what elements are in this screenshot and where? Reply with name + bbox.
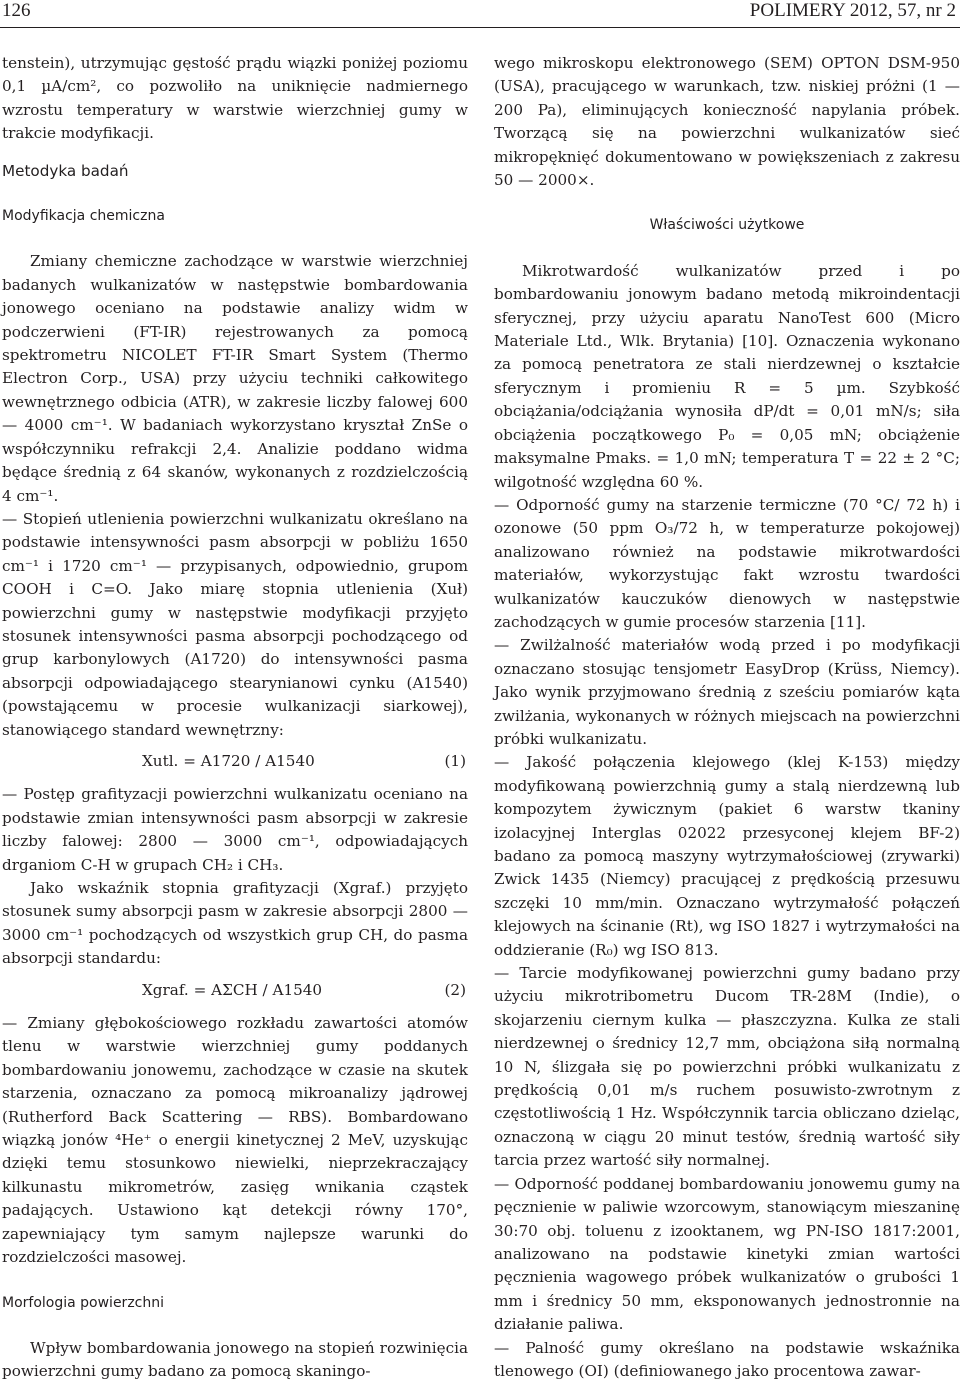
header-divider [0, 27, 960, 28]
equation-1 [2, 750, 468, 773]
paragraph-graphitization: — Postęp grafityzacji powierzchni wulkanizatu oceniano na podstawie zmian intensywności pasm absorpcji w zakresie liczby falowej: 2800 — 3000 cm⁻¹, odpowiadających drganiom C-H w grupach CH₂ i CH₃. [2, 785, 468, 874]
paragraph-microhardness: Mikrotwardość wulkanizatów przed i po bombardowaniu jonowym badano metodą mikroindentacji sferycznej, przy użyciu aparatu NanoTest 600 (Micro Materiale Ltd., Wlk. Brytania) [10]. Oznaczenia wykonano za pomocą penetratora ze stali nierdzewnej o kształcie sferycznym i promieniu R = 5 µm. Szybkość obciążania/odciążania wynosiła dP/dt = 0,01 mN/s; siła obciążenia początkowego P₀ = 0,05 mN; obciążenie maksymalne Pmaks. = 1,0 mN; temperatura T = 22 ± 2 °C; wilgotność względna 60 %. [494, 261, 960, 491]
left-column [2, 52, 468, 1384]
equation-1-number: (1) [444, 751, 466, 770]
equation-1-expression: Xutl. = A1720 / A1540 [142, 751, 315, 770]
paragraph-flammability: — Palność gumy określano na podstawie wskaźnika tlenowego (OI) (definiowanego jako procentowa zawar- [494, 1338, 960, 1380]
page-number: 126 [2, 0, 31, 21]
paragraph-oxidation: — Stopień utlenienia powierzchni wulkanizatu określano na podstawie intensywności pasm absorpcji w pobliżu 1650 cm⁻¹ i 1720 cm⁻¹ — przypisanych, odpowiednio, grupom COOH i C=O. Jako miarę stopnia utlenienia (Xuł) powierzchni gumy w następstwie modyfikacji przyjęto stosunek intensywności pasma absorpcji pochodzącego od grup karbonylowych (A1720) do intensywności pasma absorpcji odpowiadającego stearynianowi cynku (A1540) (powstającemu w procesie wulkanizacji siarkowej), stanowiącego standard wewnętrzny: [2, 509, 468, 739]
paragraph-sem-continuation: wego mikroskopu elektronowego (SEM) OPTON DSM-950 (USA), pracującego w warunkach, tzw. niskiej próżni (1 — 200 Pa), eliminujących konieczność napylania próbek. Tworzącą się na powierzchni wulkanizatów sieć mikropęknięć dokumentowano w powiększeniach z zakresu 50 — 2000×. [494, 54, 960, 190]
paragraph-swelling: — Odporność poddanej bombardowaniu jonowemu gumy na pęcznienie w paliwie wzorcowym, stanowiącym mieszaninę 30:70 obj. toluenu z izooktanem, wg PN-ISO 1817:2001, analizowano na podstawie kinetyki zmian wartości pęcznienia wagowego próbek wulkanizatów o grubości 1 mm i średnicy 50 mm, eksponowanych jednostronnie na działanie paliwa. [494, 1174, 960, 1334]
equation-2 [2, 979, 468, 1002]
paragraph-sem-start: Wpływ bombardowania jonowego na stopień rozwinięcia powierzchni gumy badano za pomocą skaningo- [2, 1338, 468, 1381]
paragraph-ftir: Zmiany chemiczne zachodzące w warstwie wierzchniej badanych wulkanizatów w następstwie bombardowania jonowego oceniano na podstawie analizy widm w podczerwieni (FT-IR) rejestrowanych za pomocą spektrometru NICOLET FT-IR Smart System (Thermo Electron Corp., USA) przy użyciu techniki całkowitego wewnętrznego odbicia (ATR), w zakresie liczby falowej 600 — 4000 cm⁻¹. W badaniach wykorzystano kryształ ZnSe o współczynniku refrakcji 2,4. Analizie poddano widma będące średnią z 64 skanów, wykonanych z rozdzielczością 4 cm⁻¹. [2, 252, 468, 505]
paragraph-rbs: — Zmiany głębokościowego rozkładu zawartości atomów tlenu w warstwie wierzchniej gumy poddanych bombardowaniu jonowemu, zachodzące w czasie na skutek starzenia, oznaczano za pomocą mikroanalizy jądrowej (Rutherford Back Scattering — RBS). Bombardowano wiązką jonów ⁴He⁺ o energii kinetycznej 2 MeV, uzyskując dzięki temu stosunkowo niewielki, nieprzekraczający kilkunastu mikrometrów, zasięg wnikania cząstek padających. Ustawiono kąt detekcji równy 170°, zapewniający tym samym najlepsze warunki do rozdzielczości masowej. [2, 1014, 468, 1267]
subheading-surface-morphology: Morfologia powierzchni [2, 1294, 164, 1311]
subheading-usable-properties: Właściwości użytkowe [649, 217, 805, 234]
paragraph-graphitization-index: Jako wskaźnik stopnia grafityzacji (Xgraf.) przyjęto stosunek sumy absorpcji pasm w zakresie absorpcji 2800 — 3000 cm⁻¹ pochodzących od wszystkich grup CH, do pasma absorpcji standardu: [2, 879, 468, 968]
paragraph-wettability: — Zwilżalność materiałów wodą przed i po modyfikacji oznaczano stosując tensjometr EasyDrop (Krüss, Niemcy). Jako wynik przyjmowano średnią z sześciu pomiarów kąta zwilżania, wykonanych w różnych miejscach na powierzchni próbki wulkanizatu. [494, 636, 960, 748]
equation-2-expression: Xgraf. = AΣCH / A1540 [142, 980, 323, 999]
section-heading-methods: Metodyka badań [2, 161, 129, 180]
journal-citation: POLIMERY 2012, 57, nr 2 [749, 0, 956, 21]
right-column [494, 52, 960, 1383]
subheading-chemical-modification: Modyfikacja chemiczna [2, 208, 165, 225]
paragraph-aging: — Odporność gumy na starzenie termiczne (70 °C/ 72 h) i ozonowe (50 ppm O₃/72 h, w temperaturze pokojowej) analizowano również na podstawie mikrotwardości materiałów, wykorzystując fakt wzrostu twardości wulkanizatów kauczuków dienowych w następstwie zachodzących w gumie procesów starzenia [11]. [494, 495, 960, 631]
equation-2-number: (2) [444, 980, 466, 999]
paragraph-friction: — Tarcie modyfikowanej powierzchni gumy badano przy użyciu mikrotribometru Ducom TR-28M (Indie), o skojarzeniu ciernym kulka — płaszczyzna. Kulka ze stali nierdzewnej o średnicy 12,7 mm, obciążona siłą normalną 10 N, ślizgała się po powierzchni próbki wulkanizatu z prędkością 0,01 m/s ruchem posuwisto-zwrotnym z częstotliwością 1 Hz. Współczynnik tarcia obliczano dzieląc, oznaczoną w ciągu 20 minut testów, średnią wartość siły tarcia przez wartość siły normalnej. [494, 964, 960, 1170]
paragraph-adhesion: — Jakość połączenia klejowego (klej K-153) między modyfikowaną powierzchnią gumy a stalą nierdzewną lub kompozytem żywicznym (pakiet 6 warstw tkaniny izolacyjnej Interglas 02022 przesyconej klejem BF-2) badano za pomocą maszyny wytrzymałościowej (zrywarki) Zwick 1435 (Niemcy) pracującej z prędkością przesuwu szczęki 10 mm/min. Oznaczano wytrzymałość połączeń klejowych na ścinanie (Rt), wg ISO 1827 i wytrzymałości na oddzieranie (R₀) wg ISO 813. [494, 753, 960, 959]
paragraph-continuation: tenstein), utrzymując gęstość prądu wiązki poniżej poziomu 0,1 µA/cm², co pozwoliło na uniknięcie nadmiernego wzrostu temperatury w warstwie wierzchniej gumy w trakcie modyfikacji. [2, 54, 468, 143]
running-header [0, 0, 960, 28]
